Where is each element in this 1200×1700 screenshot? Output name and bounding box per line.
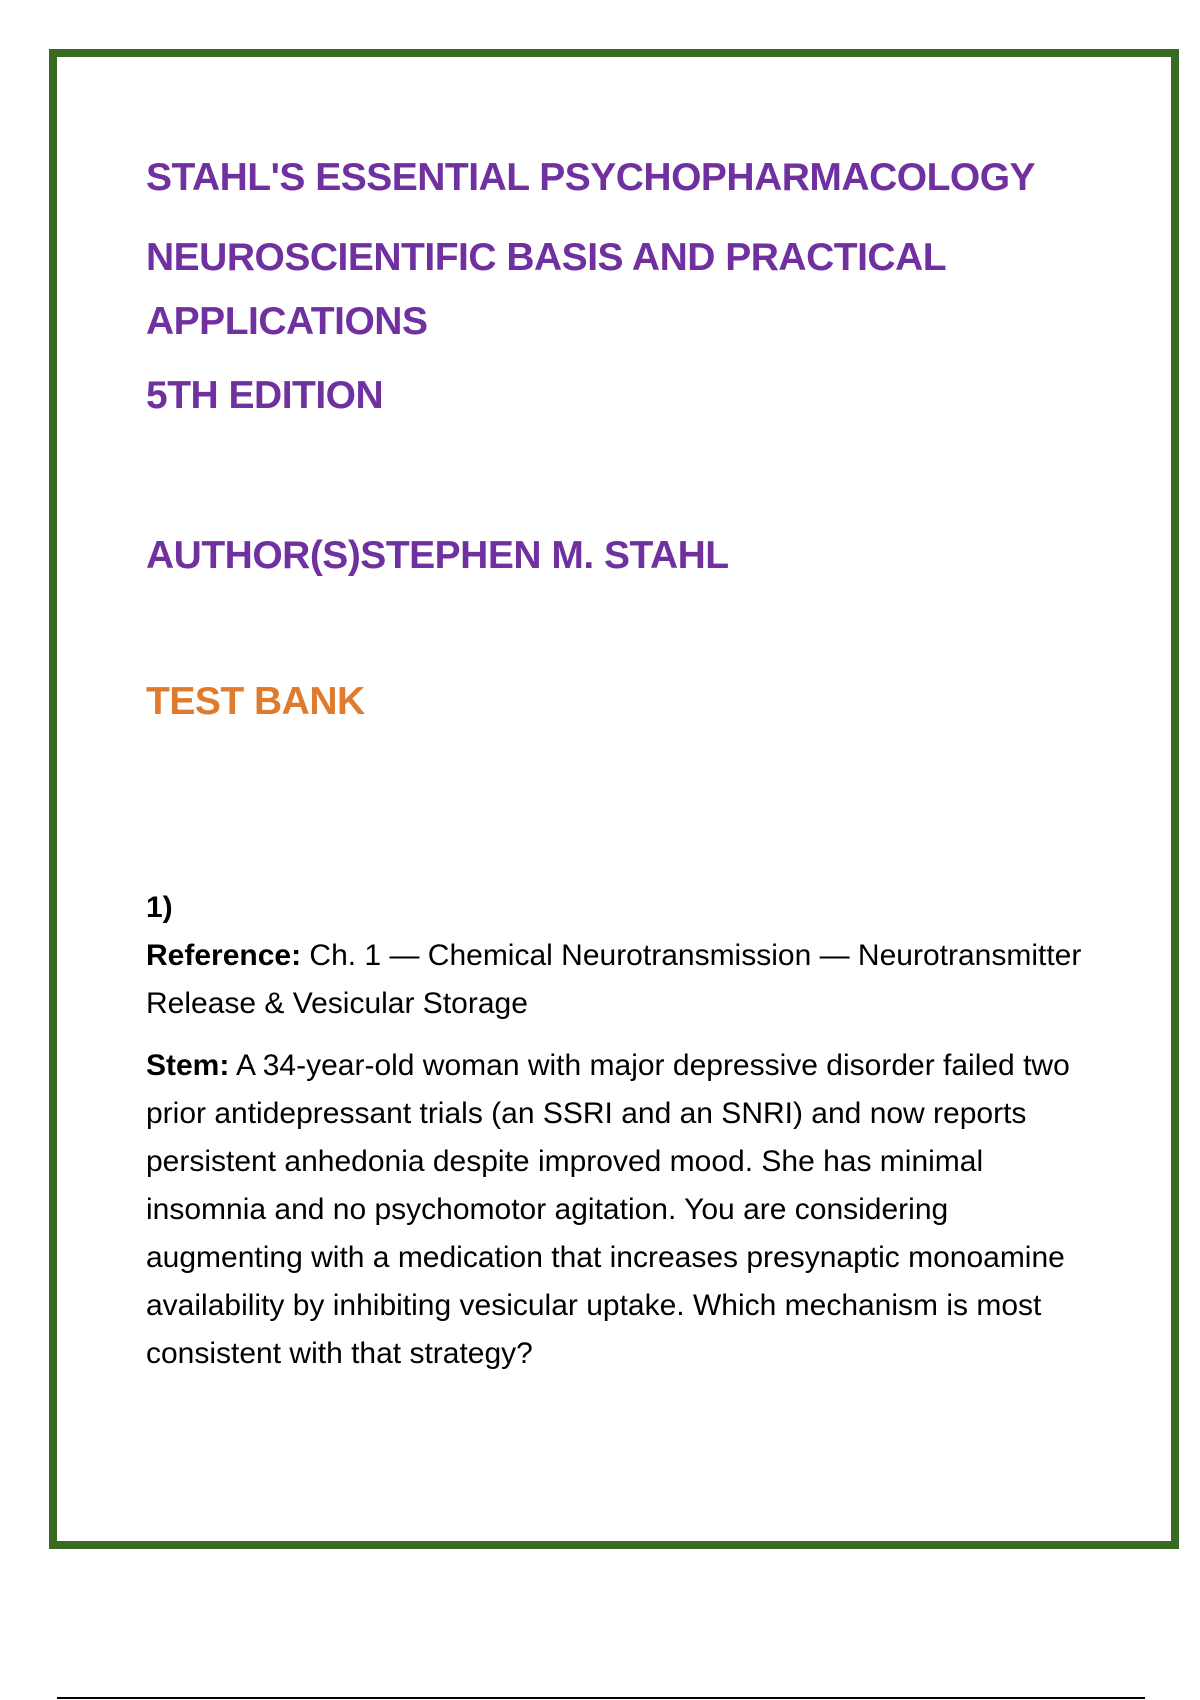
question-block <box>146 884 1106 1378</box>
question-number: 1) <box>146 891 173 924</box>
stem-label: Stem: <box>146 1049 230 1082</box>
title-line-2: NEUROSCIENTIFIC BASIS AND PRACTICAL <box>146 236 947 279</box>
question-stem <box>146 1042 1106 1378</box>
book-title <box>146 146 1106 354</box>
page-divider <box>57 1697 1145 1699</box>
edition: 5TH EDITION <box>146 374 384 417</box>
reference-label: Reference: <box>146 939 302 972</box>
test-bank-heading: TEST BANK <box>146 680 365 723</box>
title-line-1: STAHL'S ESSENTIAL PSYCHOPHARMACOLOGY <box>146 156 1036 199</box>
document-content <box>146 146 1106 1378</box>
title-line-3: APPLICATIONS <box>146 300 428 343</box>
author: AUTHOR(S)STEPHEN M. STAHL <box>146 534 729 577</box>
stem-text: A 34-year-old woman with major depressive disorder failed two prior antidepressant trials (an SSRI and an SNRI) and now reports persistent anhedonia despite improved mood. She has minimal insomnia and no psychomotor agitation. You are considering augmenting with a medication that increases presynaptic monoamine availability by inhibiting vesicular uptake. Which mechanism is most consistent with that strategy? <box>146 1049 1070 1370</box>
reference-text: Ch. 1 — Chemical Neurotransmission — Neurotransmitter Release & Vesicular Storage <box>146 939 1082 1020</box>
question-reference <box>146 932 1106 1028</box>
